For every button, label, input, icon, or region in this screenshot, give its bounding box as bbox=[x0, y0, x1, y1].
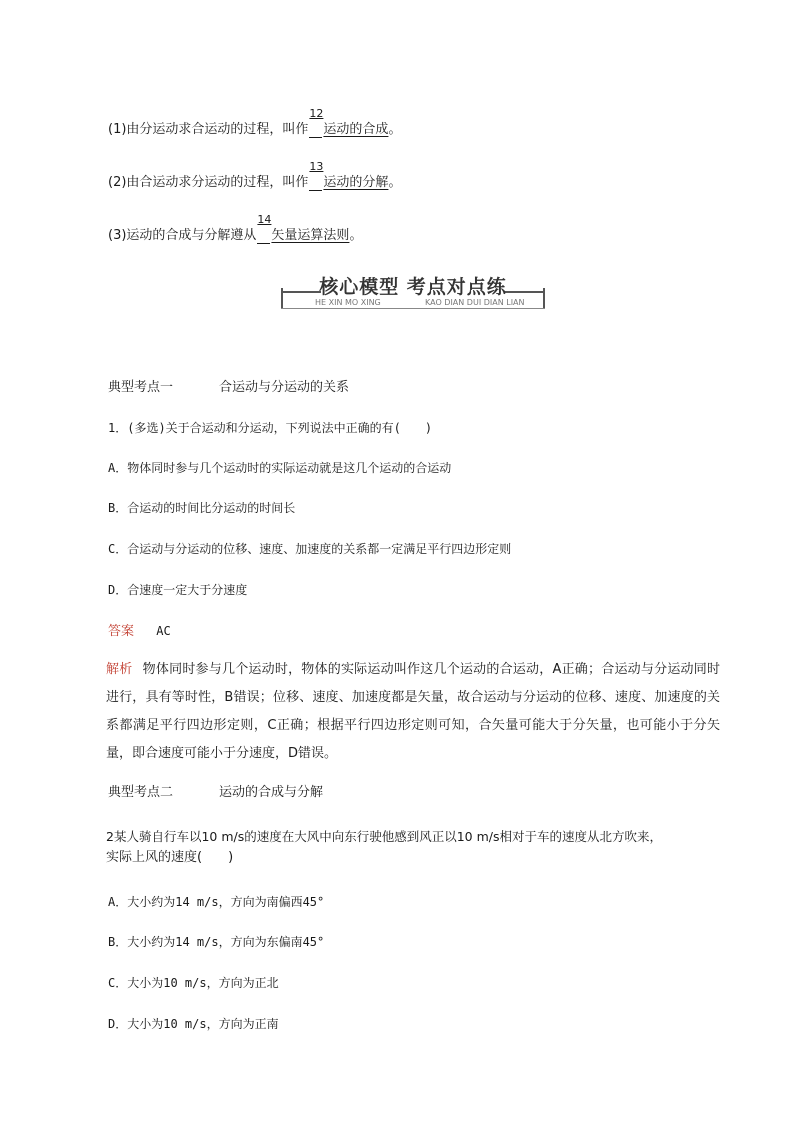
fill-blank-13 bbox=[309, 160, 324, 191]
section-1-heading bbox=[108, 378, 349, 398]
fill-blank-14 bbox=[257, 213, 272, 244]
blank-number: 12 bbox=[309, 107, 324, 120]
intro-item-3-answer: 矢量运算法则 bbox=[271, 228, 350, 243]
fill-blank-12 bbox=[309, 107, 324, 138]
analysis-label: 解析 bbox=[106, 662, 133, 677]
banner-subtitle-right: KAO DIAN DUI DIAN LIAN bbox=[425, 298, 525, 307]
question-2-option-d: D．大小为10 m/s，方向为正南 bbox=[108, 1017, 279, 1031]
section-2-label: 典型考点二 bbox=[108, 785, 174, 800]
question-1-option-b: B．合运动的时间比分运动的时间长 bbox=[108, 501, 296, 515]
intro-item-1 bbox=[108, 107, 402, 140]
analysis-paragraph bbox=[106, 656, 720, 768]
question-1-option-a: A．物体同时参与几个运动时的实际运动就是这几个运动的合运动 bbox=[108, 461, 452, 475]
banner-baseline bbox=[281, 308, 545, 309]
blank-number: 13 bbox=[309, 160, 324, 173]
question-2 bbox=[106, 826, 726, 868]
question-1-option-d: D．合速度一定大于分速度 bbox=[108, 583, 248, 597]
intro-item-1-answer: 运动的合成 bbox=[323, 122, 389, 137]
punctuation: 。 bbox=[349, 228, 363, 243]
blank-number: 14 bbox=[257, 213, 272, 226]
intro-item-1-text: (1)由分运动求合运动的过程，叫作 bbox=[108, 122, 309, 137]
section-2-heading bbox=[108, 783, 323, 803]
intro-item-2-answer: 运动的分解 bbox=[323, 175, 389, 190]
answer-line bbox=[108, 621, 171, 642]
section-2-title: 运动的合成与分解 bbox=[219, 785, 324, 800]
answer-label: 答案 bbox=[108, 624, 135, 639]
question-1: 1．(多选)关于合运动和分运动，下列说法中正确的有( ) bbox=[108, 421, 433, 435]
section-banner bbox=[281, 268, 545, 312]
intro-item-3 bbox=[108, 213, 363, 246]
answer-value: AC bbox=[156, 624, 171, 638]
banner-title: 核心模型 考点对点练 bbox=[319, 276, 507, 298]
question-2-option-b: B．大小约为14 m/s，方向为东偏南45° bbox=[108, 935, 325, 949]
question-2-line-1: 2某人骑自行车以10 m/s的速度在大风中向东行驶他感到风正以10 m/s相对于车的速度从北方吹来， bbox=[106, 829, 663, 844]
punctuation: 。 bbox=[388, 122, 402, 137]
question-2-line-2: 实际上风的速度( ) bbox=[106, 850, 234, 865]
punctuation: 。 bbox=[388, 175, 402, 190]
intro-item-2 bbox=[108, 160, 402, 193]
section-1-title: 合运动与分运动的关系 bbox=[219, 380, 350, 395]
intro-item-3-text: (3)运动的合成与分解遵从 bbox=[108, 228, 257, 243]
intro-item-2-text: (2)由合运动求分运动的过程，叫作 bbox=[108, 175, 309, 190]
banner-subtitle-left: HE XIN MO XING bbox=[315, 298, 381, 307]
section-1-label: 典型考点一 bbox=[108, 380, 174, 395]
question-2-option-c: C．大小为10 m/s，方向为正北 bbox=[108, 976, 279, 990]
analysis-text: 物体同时参与几个运动时，物体的实际运动叫作这几个运动的合运动，A正确；合运动与分运动同时进行，具有等时性，B错误；位移、速度、加速度都是矢量，故合运动与分运动的位移、速度、加速度的关系都满足平行四边形定则，C正确；根据平行四边形定则可知，合矢量可能大于分矢量，也可能小于分矢量，即合速度可能小于分速度，D错误。 bbox=[106, 662, 720, 761]
question-1-option-c: C．合运动与分运动的位移、速度、加速度的关系都一定满足平行四边形定则 bbox=[108, 542, 512, 556]
question-2-option-a: A．大小约为14 m/s，方向为南偏西45° bbox=[108, 895, 325, 909]
